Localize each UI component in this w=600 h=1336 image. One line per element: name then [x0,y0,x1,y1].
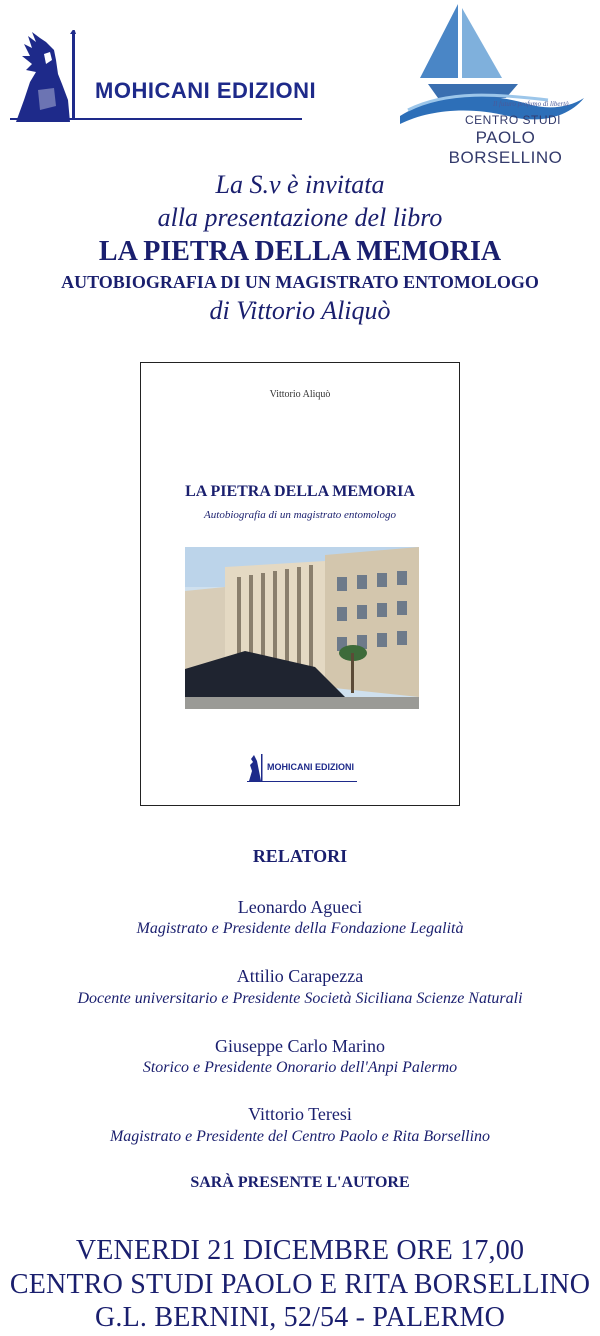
event-address: G.L. BERNINI, 52/54 - PALERMO [95,1302,505,1333]
speakers-heading: RELATORI [252,846,348,866]
center-name-small: CENTRO STUDI [465,113,561,127]
speaker-name: Vittorio Teresi [248,1104,352,1124]
publisher-underline [10,118,302,120]
book-cover [140,362,460,806]
speaker-role: Storico e Presidente Onorario dell'Anpi Palermo [142,1059,458,1076]
native-warrior-icon [10,30,90,125]
centro-studi-borsellino-logo [398,0,588,167]
speaker-name: Attilio Carapezza [236,966,364,986]
event-date-time: VENERDI 21 DICEMBRE ORE 17,00 [75,1235,525,1266]
speaker-role: Magistrato e Presidente della Fondazione Legalità [136,920,464,937]
courthouse-photo [185,547,419,709]
invitation-line-2: alla presentazione del libro [157,203,443,232]
cover-subtitle: Autobiografia di un magistrato entomologo [204,509,396,521]
cover-publisher-logo [247,753,357,783]
invitation-line-1: La S.v è invitata [215,170,385,199]
cover-publisher-underline [247,781,357,782]
native-warrior-icon [247,753,265,783]
cover-title: LA PIETRA DELLA MEMORIA [185,483,415,500]
publisher-wordmark: MOHICANI EDIZIONI [95,78,317,103]
cover-author: Vittorio Aliquò [269,389,331,400]
center-tagline: Il futuro profumo di libertà [493,100,569,108]
book-author-line: di Vittorio Aliquò [209,296,391,325]
book-title: LA PIETRA DELLA MEMORIA [98,236,502,267]
speaker-name: Giuseppe Carlo Marino [215,1036,385,1056]
speaker-role: Docente universitario e Presidente Società Siciliana Scienze Naturali [77,990,523,1007]
mohicani-edizioni-logo [10,30,317,125]
speaker-role: Magistrato e Presidente del Centro Paolo e Rita Borsellino [109,1128,491,1145]
sailboat-icon [398,0,588,130]
speaker-name: Leonardo Agueci [237,897,363,917]
cover-publisher-wordmark: MOHICANI EDIZIONI [267,762,354,772]
event-venue: CENTRO STUDI PAOLO E RITA BORSELLINO [9,1269,591,1300]
center-name-big: PAOLO BORSELLINO [448,128,563,167]
book-subtitle: AUTOBIOGRAFIA DI UN MAGISTRATO ENTOMOLOGO [61,272,539,292]
author-present-note: SARÀ PRESENTE L'AUTORE [190,1174,410,1191]
